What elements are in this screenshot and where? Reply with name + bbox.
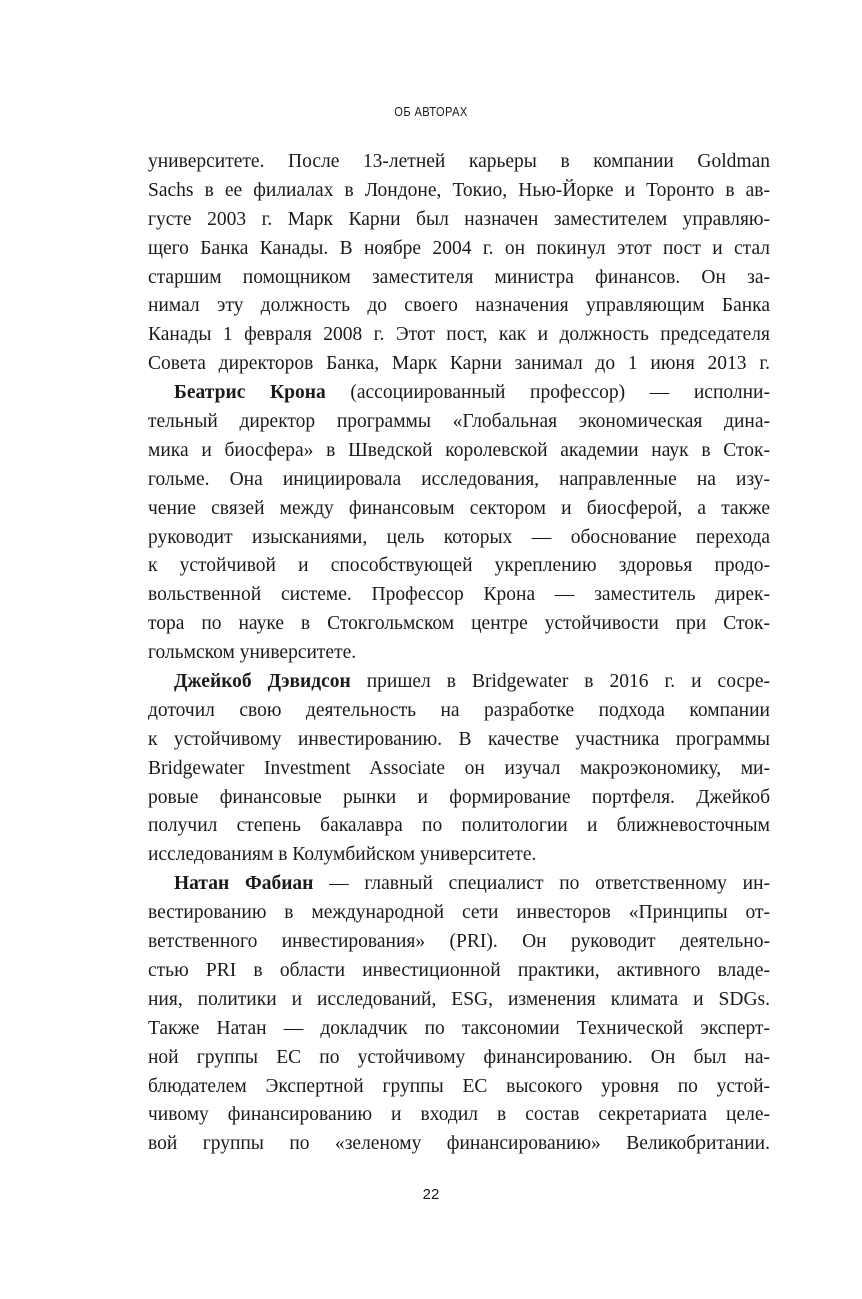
author-name: Натан Фабиан bbox=[174, 873, 314, 895]
text-line: ровые финансовые рынки и формирование портфеля. Джейкоб bbox=[148, 786, 770, 808]
paragraph bbox=[148, 668, 770, 870]
author-name: Беатрис Крона bbox=[174, 382, 326, 404]
text-line: гольме. Она инициировала исследования, направленные на изу- bbox=[148, 468, 770, 490]
text-line: Также Натан — докладчик по таксономии Технической эксперт- bbox=[148, 1017, 770, 1039]
text-line: щего Банка Канады. В ноябре 2004 г. он покинул этот пост и стал bbox=[148, 237, 770, 259]
running-head: ОБ АВТОРАХ bbox=[394, 104, 468, 119]
text-line: вой группы по «зеленому финансированию» Великобритании. bbox=[148, 1133, 770, 1155]
author-name: Джейкоб Дэвидсон bbox=[174, 671, 351, 693]
text-line: мика и биосфера» в Шведской королевской академии наук в Сток- bbox=[148, 439, 770, 461]
text-line: вестированию в международной сети инвесторов «Принципы от- bbox=[148, 902, 770, 924]
text-line: Совета директоров Банка, Марк Карни занимал до 1 июня 2013 г. bbox=[148, 353, 770, 375]
text-line: старшим помощником заместителя министра финансов. Он за- bbox=[148, 266, 770, 288]
text-line: университете. После 13-летней карьеры в компании Goldman bbox=[148, 151, 770, 172]
text-line: Bridgewater Investment Associate он изучал макроэкономику, ми- bbox=[148, 757, 770, 779]
text-line: исследованиям в Колумбийском университете. bbox=[148, 844, 537, 866]
body-text bbox=[148, 148, 770, 1159]
text-line: чивому финансированию и входил в состав секретариата целе- bbox=[148, 1104, 770, 1126]
text-line: вольственной системе. Профессор Крона — заместитель дирек- bbox=[148, 584, 770, 606]
text-line: Джейкоб Дэвидсон пришел в Bridgewater в 2016 г. и сосре- bbox=[174, 671, 770, 693]
text-line: к устойчивому инвестированию. В качестве участника программы bbox=[148, 728, 770, 750]
text-line: густе 2003 г. Марк Карни был назначен заместителем управляю- bbox=[148, 208, 770, 230]
text-line: гольмском университете. bbox=[148, 642, 357, 664]
text-line: Sachs в ее филиалах в Лондоне, Токио, Нью-Йорке и Торонто в ав- bbox=[148, 179, 770, 201]
text-line: ветственного инвестирования» (PRI). Он руководит деятельно- bbox=[148, 931, 770, 953]
paragraph bbox=[148, 379, 770, 668]
text-line: нимал эту должность до своего назначения управляющим Банка bbox=[148, 295, 770, 317]
text-line: блюдателем Экспертной группы ЕС высокого уровня по устой- bbox=[148, 1075, 770, 1097]
text-line: тельный директор программы «Глобальная экономическая дина- bbox=[148, 411, 770, 433]
page-number: 22 bbox=[422, 1186, 440, 1203]
paragraph bbox=[148, 148, 770, 379]
text-line: к устойчивой и способствующей укреплению здоровья продо- bbox=[148, 555, 770, 577]
text-line: ной группы ЕС по устойчивому финансированию. Он был на- bbox=[148, 1046, 770, 1068]
text-line: ния, политики и исследований, ESG, изменения климата и SDGs. bbox=[148, 988, 770, 1010]
text-line: Натан Фабиан — главный специалист по ответственному ин- bbox=[174, 873, 770, 895]
text-line: стью PRI в области инвестиционной практики, активного владе- bbox=[148, 959, 770, 981]
text-line: доточил свою деятельность на разработке подхода компании bbox=[148, 699, 770, 721]
text-line: Беатрис Крона (ассоциированный профессор) — исполни- bbox=[174, 382, 770, 404]
text-line: чение связей между финансовым сектором и биосферой, а также bbox=[148, 497, 770, 519]
text-line: руководит изысканиями, цель которых — обоснование перехода bbox=[148, 526, 770, 548]
text-line: тора по науке в Стокгольмском центре устойчивости при Сток- bbox=[148, 613, 770, 635]
text-line: Канады 1 февраля 2008 г. Этот пост, как и должность председателя bbox=[148, 324, 770, 346]
paragraph bbox=[148, 870, 770, 1159]
text-line: получил степень бакалавра по политологии и ближневосточным bbox=[148, 815, 770, 837]
